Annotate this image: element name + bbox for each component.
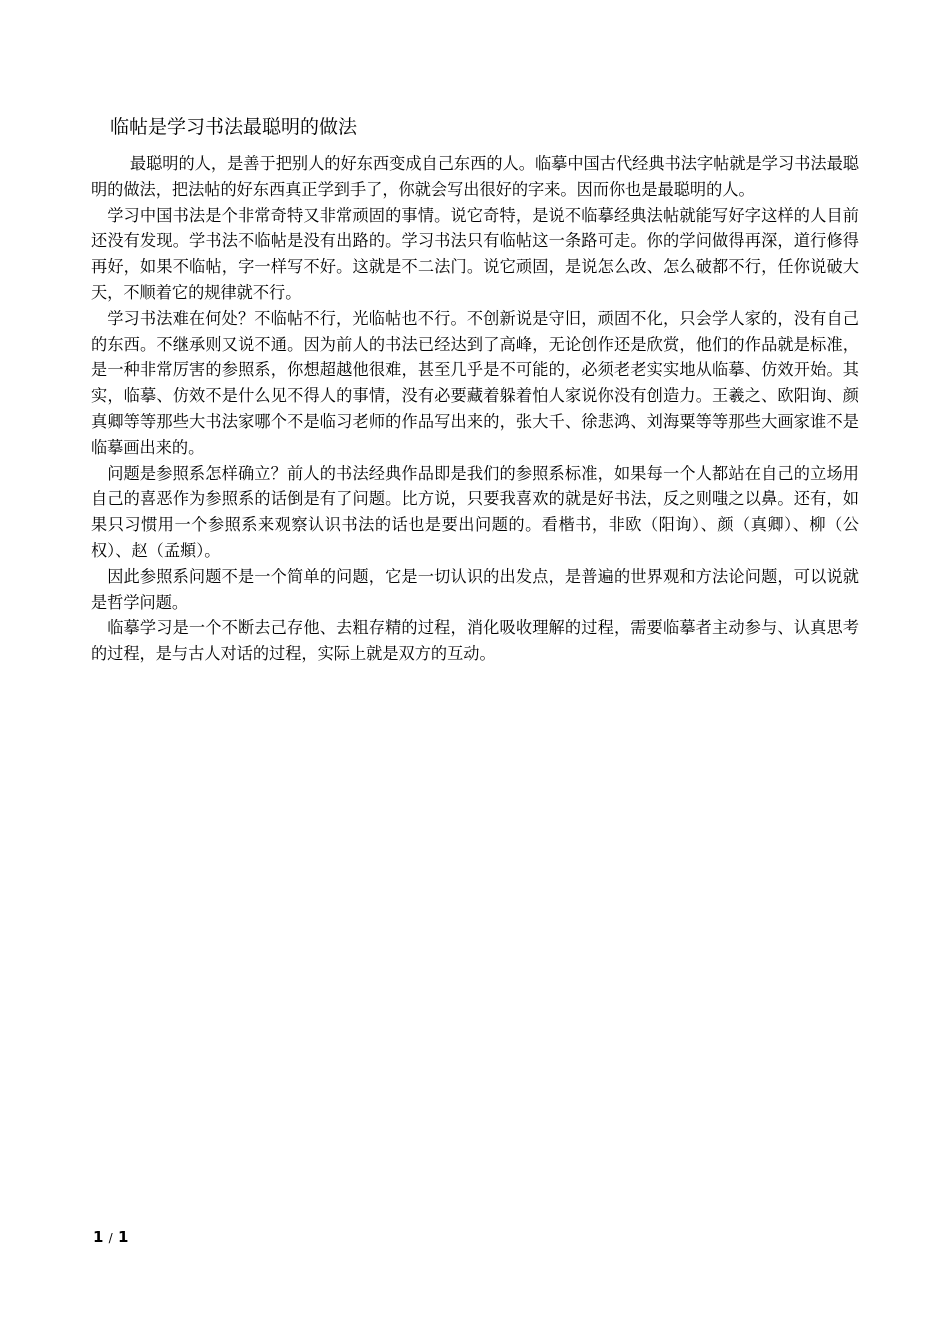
document-body	[91, 151, 859, 667]
paragraph-6: 临摹学习是一个不断去己存他、去粗存精的过程，消化吸收理解的过程，需要临摹者主动参与、认真思考的过程，是与古人对话的过程，实际上就是双方的互动。	[91, 618, 859, 664]
page-number	[93, 1228, 128, 1246]
paragraph-1: 最聪明的人，是善于把别人的好东西变成自己东西的人。临摹中国古代经典书法字帖就是学习书法最聪明的做法，把法帖的好东西真正学到手了，你就会写出很好的字来。因而你也是最聪明的人。	[91, 154, 859, 199]
document-title: 临帖是学习书法最聪明的做法	[110, 116, 358, 138]
paragraph-3: 学习书法难在何处？不临帖不行，光临帖也不行。不创新说是守旧，顽固不化，只会学人家的，没有自己的东西。不继承则又说不通。因为前人的书法已经达到了高峰，无论创作还是欣赏，他们的作品就是标准，是一种非常厉害的参照系，你想超越他很难，甚至几乎是不可能的，必须老老实实地从临摹、仿效开始。其实，临摹、仿效不是什么见不得人的事情，没有必要藏着躲着怕人家说你没有创造力。王羲之、欧阳询、颜真卿等等那些大书法家哪个不是临习老师的作品写出来的，张大千、徐悲鸿、刘海粟等等那些大画家谁不是临摹画出来的。	[91, 308, 859, 457]
page-separator: /	[108, 1231, 113, 1245]
paragraph-2: 学习中国书法是个非常奇特又非常顽固的事情。说它奇特，是说不临摹经典法帖就能写好字这样的人目前还没有发现。学书法不临帖是没有出路的。学习书法只有临帖这一条路可走。你的学问做得再深，道行修得再好，如果不临帖，字一样写不好。这就是不二法门。说它顽固，是说怎么改、怎么破都不行，任你说破大天，不顺着它的规律就不行。	[91, 205, 859, 302]
paragraph-4: 问题是参照系怎样确立？前人的书法经典作品即是我们的参照系标准，如果每一个人都站在自己的立场用自己的喜恶作为参照系的话倒是有了问题。比方说，只要我喜欢的就是好书法，反之则嗤之以鼻。还有，如果只习惯用一个参照系来观察认识书法的话也是要出问题的。看楷书，非欧（阳询）、颜（真卿）、柳（公权）、赵（孟頫）。	[91, 463, 859, 560]
paragraph-5: 因此参照系问题不是一个简单的问题，它是一切认识的出发点，是普遍的世界观和方法论问题，可以说就是哲学问题。	[91, 566, 859, 612]
page-total: 1	[117, 1228, 129, 1246]
page-current: 1	[93, 1228, 104, 1246]
